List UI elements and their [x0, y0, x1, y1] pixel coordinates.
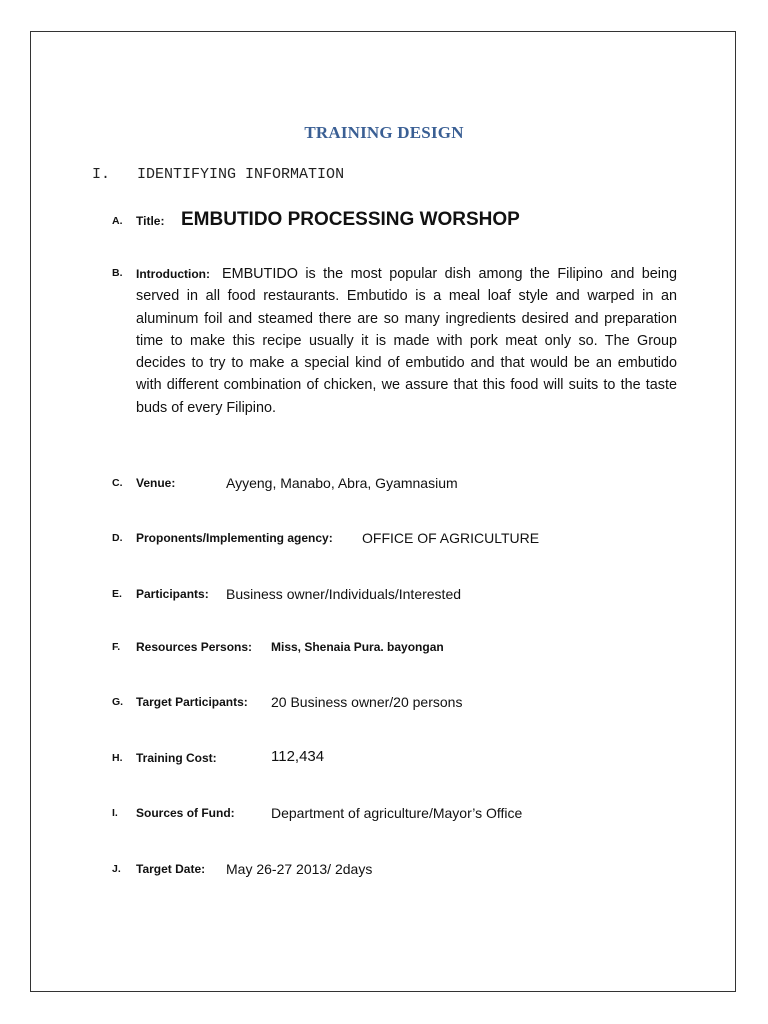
- introduction-text: EMBUTIDO is the most popular dish among the Filipino and being served in all food restaurants. Embutido is a meal loaf style and warped in an aluminum foil and steamed there are so many ingredients desired and preparation time to make this recipe usually it is made with pork meat only so. The Group decides to try to make a special kind of embutido and that would be an embutido with different combination of chicken, we assure that this food will suits to the taste buds of every Filipino.: [136, 266, 677, 416]
- item-label: Training Cost:: [136, 751, 217, 765]
- item-label: Sources of Fund:: [136, 806, 235, 820]
- item-letter: A.: [112, 215, 123, 227]
- item-label: Title:: [136, 214, 165, 228]
- item-letter: J.: [112, 863, 121, 875]
- introduction-paragraph: [136, 263, 677, 419]
- item-label: Introduction:: [136, 267, 210, 281]
- section-number: I.: [92, 166, 111, 183]
- item-letter: F.: [112, 641, 121, 653]
- item-letter: I.: [112, 807, 118, 819]
- item-value: Department of agriculture/Mayor’s Office: [271, 805, 523, 821]
- item-label: Participants:: [136, 587, 209, 601]
- item-label: Resources Persons:: [136, 640, 253, 654]
- item-letter: B.: [112, 267, 123, 279]
- item-letter: C.: [112, 477, 123, 489]
- item-label: Venue:: [136, 476, 176, 490]
- section-heading-text: IDENTIFYING INFORMATION: [137, 166, 345, 183]
- item-value: OFFICE OF AGRICULTURE: [362, 530, 540, 546]
- item-letter: H.: [112, 752, 123, 764]
- item-letter: G.: [112, 696, 124, 708]
- item-value: Business owner/Individuals/Interested: [226, 586, 462, 602]
- item-value: Miss, Shenaia Pura. bayongan: [271, 640, 444, 654]
- document-title: TRAINING DESIGN: [304, 123, 464, 142]
- item-value: 112,434: [271, 748, 325, 765]
- section-heading: [92, 166, 344, 183]
- item-label: Target Participants:: [136, 695, 248, 709]
- item-letter: E.: [112, 588, 122, 600]
- item-label: Target Date:: [136, 862, 206, 876]
- item-value: 20 Business owner/20 persons: [271, 694, 463, 710]
- item-value: Ayyeng, Manabo, Abra, Gyamnasium: [226, 475, 458, 491]
- item-label: Proponents/Implementing agency:: [136, 531, 333, 545]
- item-value: May 26-27 2013/ 2days: [226, 861, 373, 877]
- training-title-value: EMBUTIDO PROCESSING WORSHOP: [181, 209, 520, 230]
- item-letter: D.: [112, 532, 123, 544]
